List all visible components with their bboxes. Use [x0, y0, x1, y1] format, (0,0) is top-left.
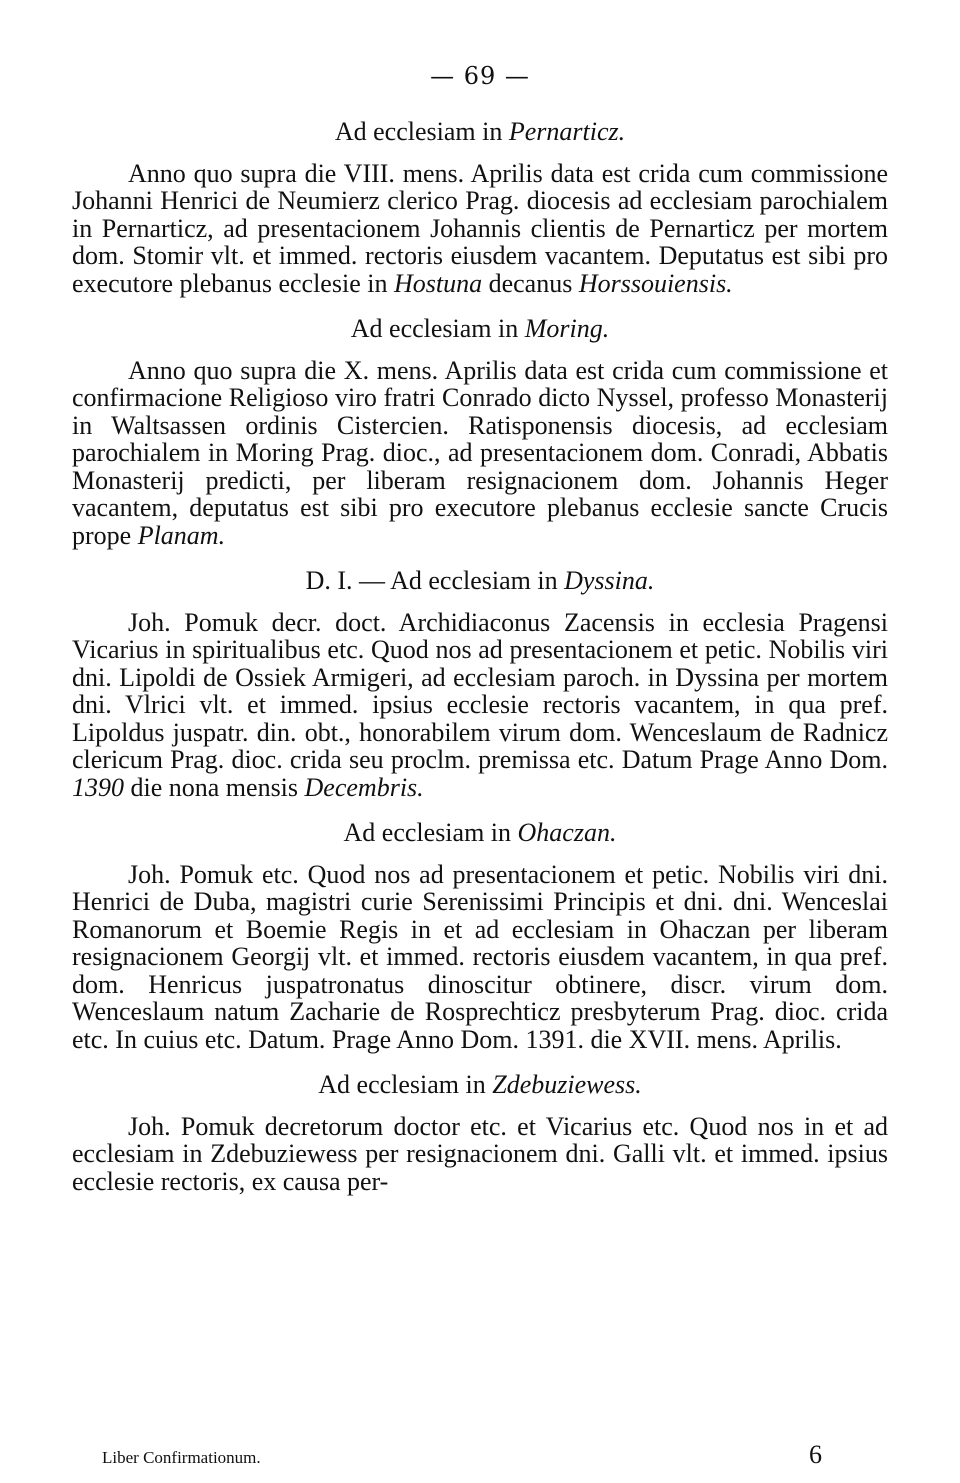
section-heading	[72, 315, 888, 343]
paragraph-text: Joh. Pomuk decretorum doctor etc. et Vicarius etc. Quod nos in et ad ecclesiam in Zdebuziewess per resignacionem dni. Galli vlt. et immed. ipsius ecclesie rectoris, ex causa per-	[72, 1111, 888, 1196]
heading-place: Dyssina.	[564, 566, 655, 595]
heading-place: Pernarticz.	[508, 117, 626, 146]
section-paragraph	[72, 861, 888, 1054]
page-footer	[102, 1440, 822, 1470]
section-heading	[72, 819, 888, 847]
paragraph-text: decanus	[482, 268, 579, 298]
page-content	[72, 118, 888, 1213]
signature-mark: 6	[809, 1440, 822, 1469]
italic-text: 1390	[72, 772, 124, 802]
paragraph-text: die nona mensis	[124, 772, 305, 802]
heading-prefix: Ad ecclesiam in	[350, 314, 525, 343]
paragraph-text: Joh. Pomuk etc. Quod nos ad presentacionem et petic. Nobilis viri dni. Henrici de Duba, magistri curie Serenissimi Principis et dni. dni. Wenceslai Romanorum et Boemie Regis in et ad ecclesiam in Ohaczan per liberam resignacionem Georgij vlt. et immed. rectoris eiusdem vacantem, in qua pref. dom. Henricus juspatronatus dinoscitur obtinere, discr. virum dom. Wenceslaum natum Zacharie de Rosprechticz presbyterum Prag. dioc. crida etc. In cuius etc. Datum. Prage Anno Dom. 1391. die XVII. mens. Aprilis.	[72, 859, 888, 1054]
paragraph-text: Anno quo supra die VIII. mens. Aprilis data est crida cum commissione Johanni Henrici de Neumierz clerico Prag. diocesis ad ecclesiam parochialem in Pernarticz, ad presentacionem Johannis clientis de Pernarticz per mortem dom. Stomir vlt. et immed. rectoris eiusdem vacantem. Deputatus est sibi pro executore plebanus ecclesie in	[72, 158, 888, 298]
section-paragraph	[72, 609, 888, 802]
heading-prefix: Ad ecclesiam in	[334, 117, 509, 146]
section-paragraph	[72, 357, 888, 550]
italic-text: Planam.	[137, 520, 226, 550]
section-paragraph	[72, 160, 888, 298]
section-heading	[72, 567, 888, 595]
italic-text: Horssouiensis.	[578, 268, 733, 298]
italic-text: Hostuna	[393, 268, 483, 298]
heading-prefix: Ad ecclesiam in	[318, 1070, 493, 1099]
section-paragraph	[72, 1113, 888, 1196]
book-title: Liber Confirmationum.	[102, 1448, 261, 1467]
section-heading	[72, 1071, 888, 1099]
paragraph-text: Anno quo supra die X. mens. Aprilis data est crida cum commissione et confirmacione Religioso viro fratri Conrado dicto Nyssel, professo Monasterij in Waltsassen ordinis Cistercien. Ratisponensis diocesis, ad ecclesiam parochialem in Moring Prag. dioc., ad presentacionem dom. Conradi, Abbatis Monasterij predicti, per liberam resignacionem dom. Johannis Heger vacantem, deputatus est sibi pro executore plebanus ecclesie sancte Crucis prope	[72, 355, 888, 550]
heading-place: Moring.	[524, 314, 610, 343]
heading-place: Ohaczan.	[517, 818, 617, 847]
page-number: — 69 —	[430, 62, 530, 90]
heading-prefix: D. I. — Ad ecclesiam in	[305, 566, 565, 595]
italic-text: Decembris.	[304, 772, 424, 802]
heading-prefix: Ad ecclesiam in	[343, 818, 518, 847]
heading-place: Zdebuziewess.	[492, 1070, 642, 1099]
paragraph-text: Joh. Pomuk decr. doct. Archidiaconus Zacensis in ecclesia Pragensi Vicarius in spiritualibus etc. Quod nos ad presentacionem et petic. Nobilis viri dni. Lipoldi de Ossiek Armigeri, ad ecclesiam paroch. in Dyssina per mortem dni. Vlrici vlt. et immed. ipsius ecclesie rectoris vacantem, in qua pref. Lipoldus juspatr. din. obt., honorabilem virum dom. Wenceslaum de Radnicz clericum Prag. dioc. crida seu proclm. premissa etc. Datum Prage Anno Dom.	[72, 607, 888, 774]
section-heading	[72, 118, 888, 146]
